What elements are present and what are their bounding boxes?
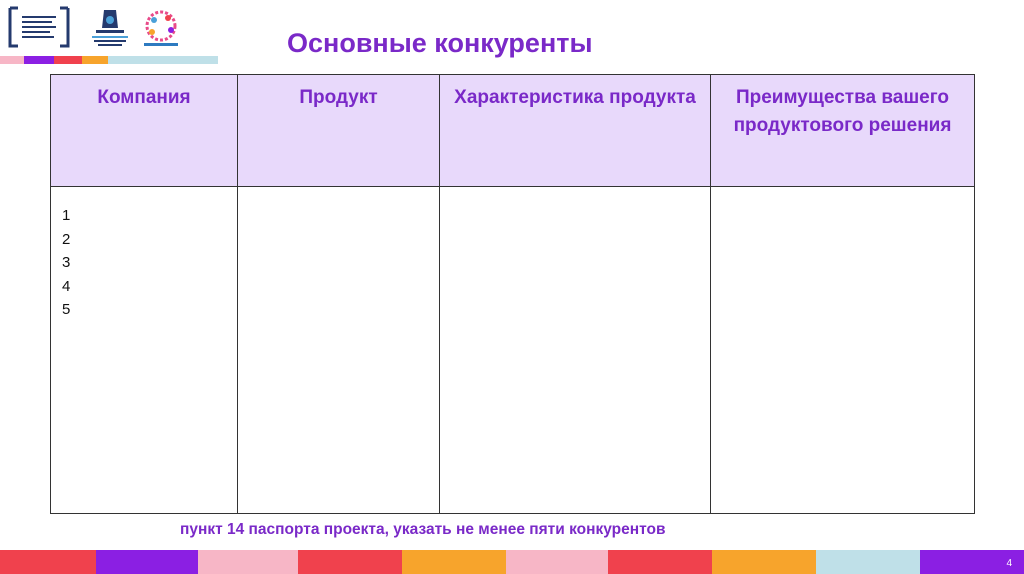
product-cell[interactable] (238, 187, 440, 514)
company-cell[interactable] (51, 187, 238, 514)
list-item: 4 (62, 277, 71, 295)
page-title: Основные конкуренты (287, 28, 593, 58)
header-solution-advantages: Преимущества вашего продуктового решения (711, 75, 975, 187)
page-number: 4 (1006, 558, 1012, 569)
company-number-list (52, 188, 236, 322)
competitors-table (50, 74, 975, 514)
table-row (51, 187, 975, 514)
bottom-color-stripe (0, 550, 1024, 574)
header-product: Продукт (238, 75, 440, 187)
institution-logo (8, 6, 70, 48)
list-item: 2 (62, 230, 71, 248)
list-item: 1 (62, 207, 71, 224)
footnote-text: пункт 14 паспорта проекта, указать не менее пяти конкурентов (180, 521, 666, 538)
list-item: 3 (62, 254, 71, 271)
header-product-characteristics: Характеристика продукта (440, 75, 711, 187)
program-logo (138, 6, 184, 50)
organization-logo (90, 6, 130, 50)
list-item: 5 (62, 301, 71, 318)
advantages-cell[interactable] (711, 187, 975, 514)
characteristics-cell[interactable] (440, 187, 711, 514)
table-header-row (51, 75, 975, 187)
top-color-stripe (0, 56, 218, 64)
header-company: Компания (51, 75, 238, 187)
